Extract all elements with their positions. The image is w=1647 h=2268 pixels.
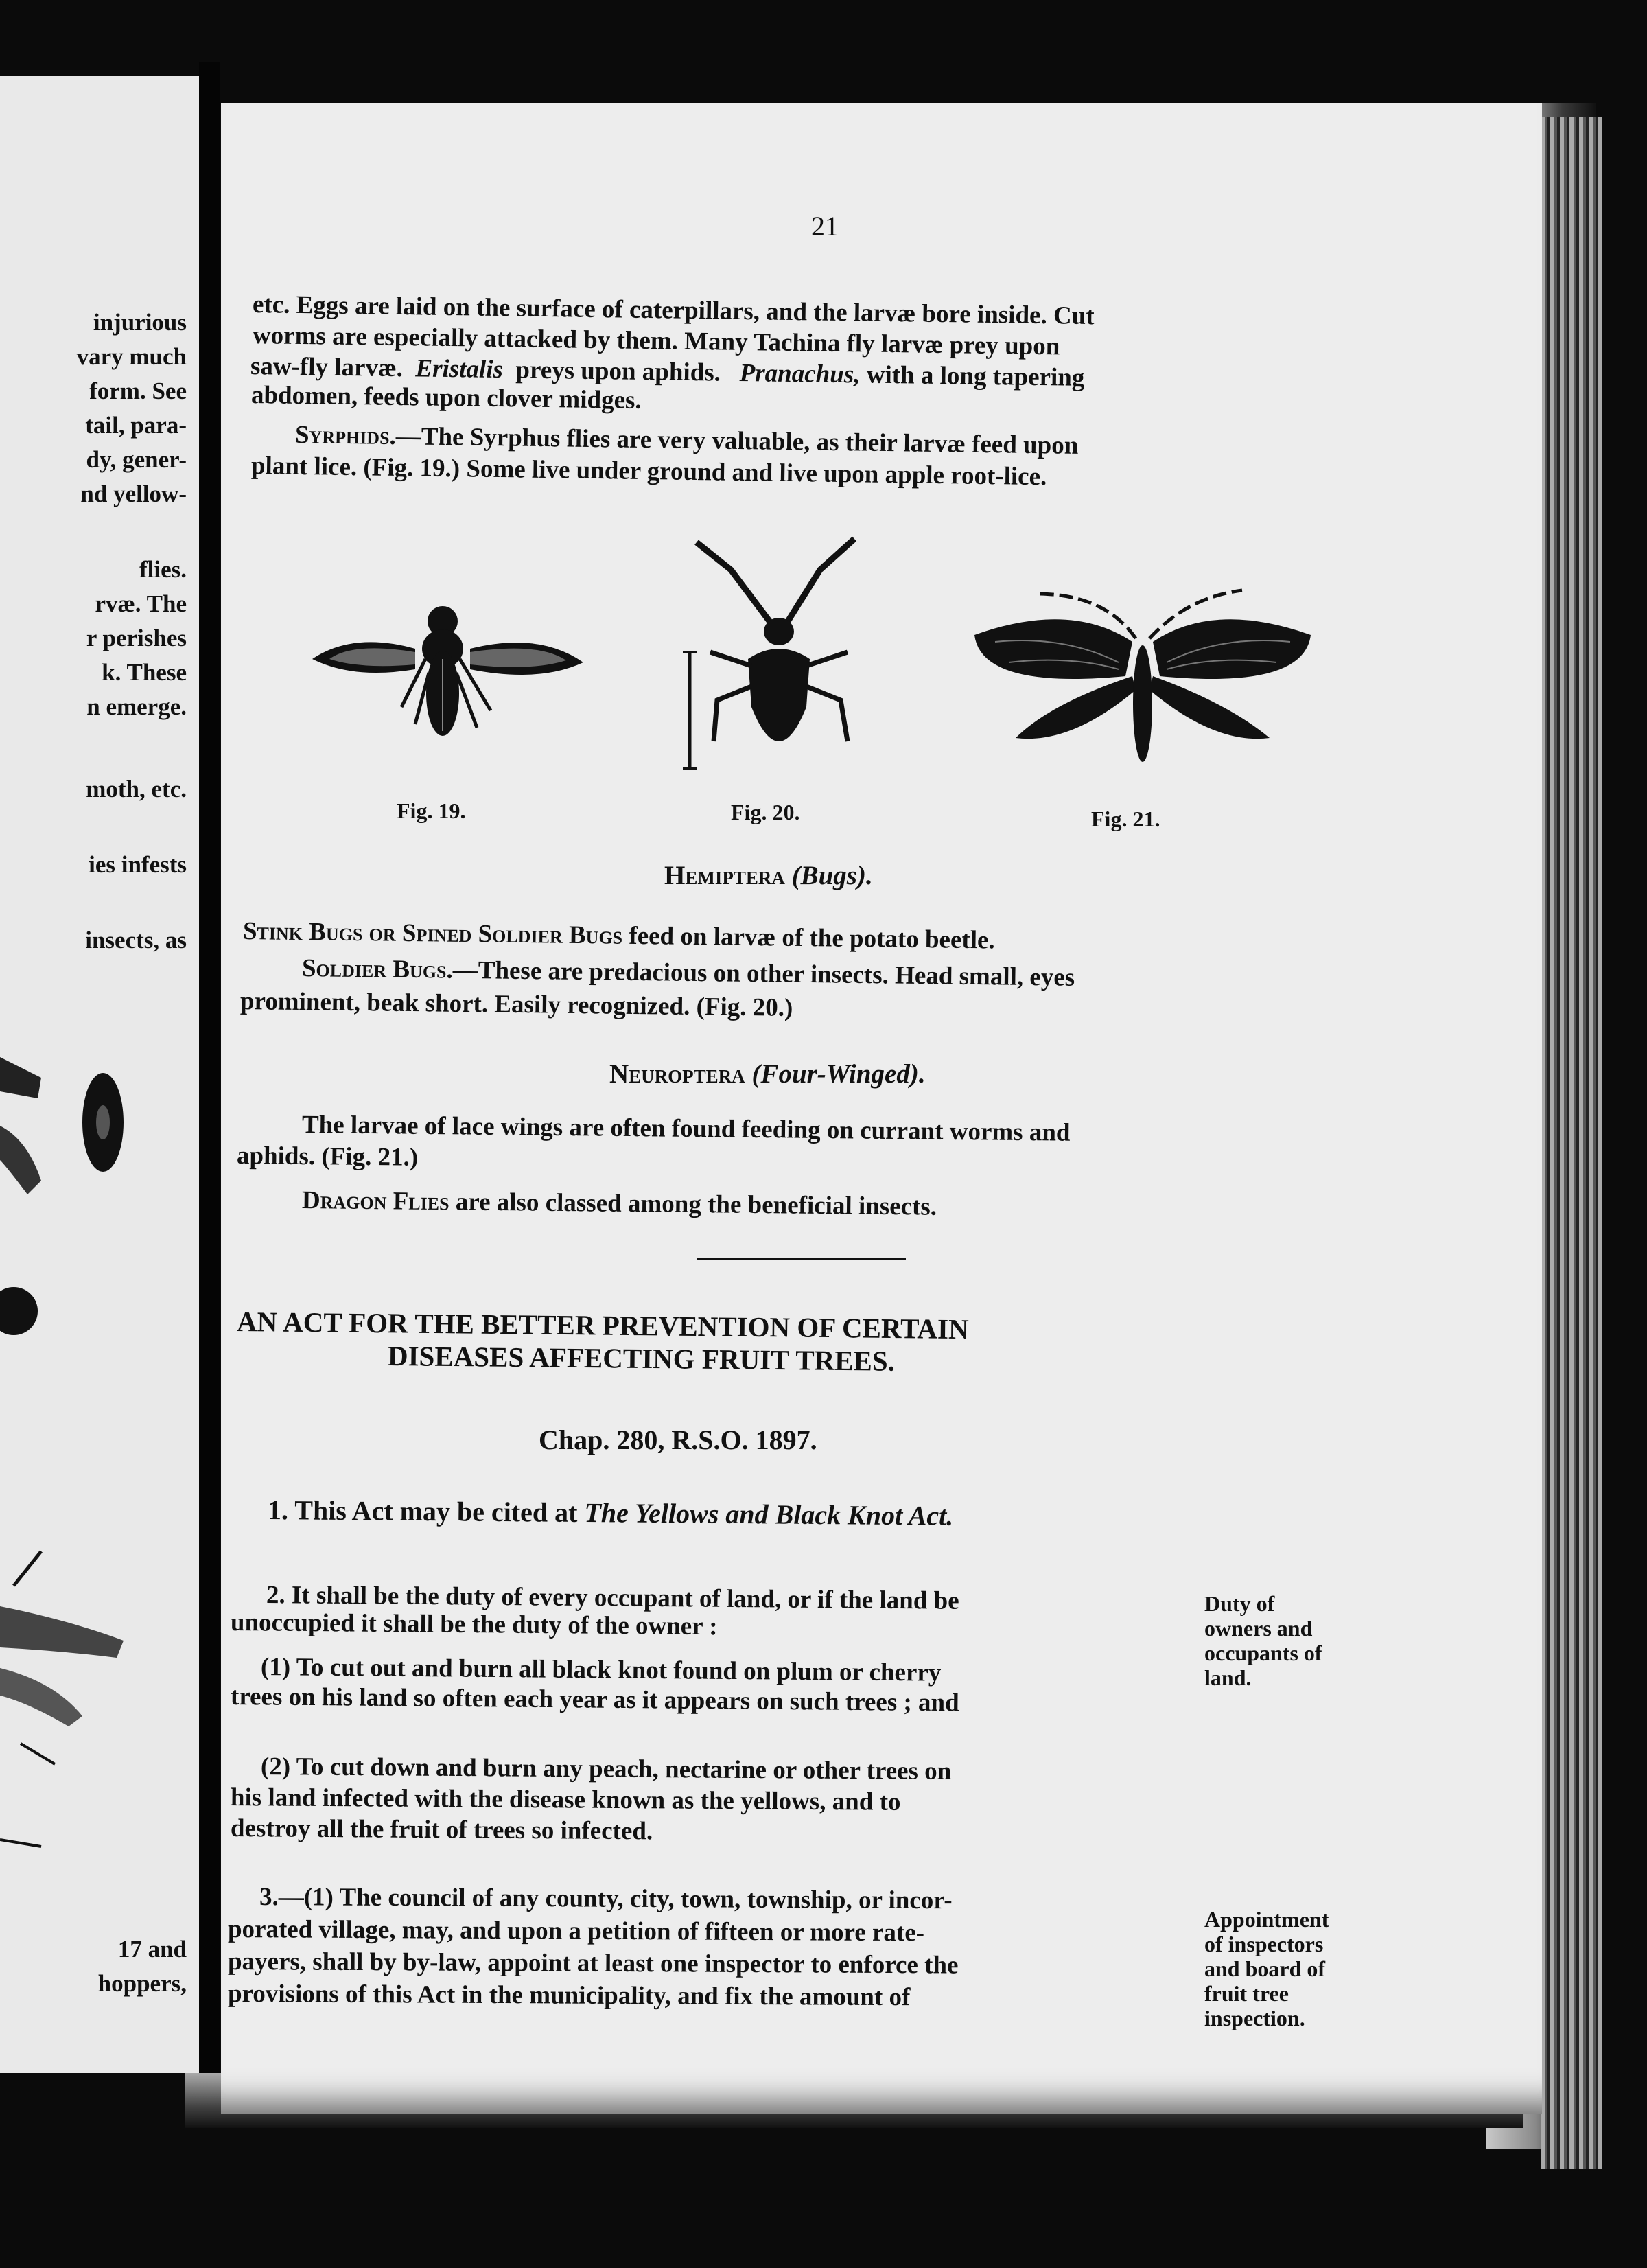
margin-note-line: Duty of [1204, 1591, 1275, 1616]
stink-bugs-text: feed on larvæ of the potato beetle. [629, 921, 995, 955]
left-insect-illustrations [0, 988, 199, 1881]
figure-19-caption: Fig. 19. [397, 798, 466, 823]
left-fragment: flies. [139, 556, 187, 583]
left-fragment: rvæ. The [95, 590, 187, 617]
left-fragment: injurious [93, 309, 187, 336]
dragon-flies-line [302, 1188, 937, 1220]
section-1-text: This Act may be cited at [294, 1494, 578, 1528]
act-title-line2: DISEASES AFFECTING FRUIT TREES. [387, 1340, 896, 1377]
act-chapter: Chap. 280, R.S.O. 1897. [539, 1424, 817, 1455]
para1-line2: worms are especially attacked by them. Many Tachina fly larvæ prey upon [252, 321, 1060, 361]
margin-note-appointment [1204, 1907, 1329, 2030]
margin-note-duty-of-owners [1204, 1591, 1322, 1690]
neuroptera-heading: Neuroptera [609, 1059, 745, 1089]
section-2-line1: 2. It shall be the duty of every occupant of land, or if the land be [266, 1581, 959, 1615]
left-fragment: ies infests [89, 851, 187, 878]
section-3-line4: provisions of this Act in the municipality, and fix the amount of [227, 1980, 911, 2012]
dragon-flies-text: are also classed among the beneficial insects. [455, 1188, 937, 1221]
syrphids-heading: Syrphids. [294, 421, 397, 451]
book-spine-gutter [199, 62, 220, 2087]
neuroptera-line1: The larvae of lace wings are often found feeding on currant worms and [301, 1111, 1071, 1147]
figure-21-caption: Fig. 21. [1091, 807, 1160, 831]
figure-21-lace-wing [968, 587, 1318, 772]
syrphids-text1: —The Syrphus flies are very valuable, as their larvæ feed upon [395, 422, 1079, 460]
para1-line1: etc. Eggs are laid on the surface of caterpillars, and the larvæ bore inside. Cut [252, 290, 1095, 331]
para1-eristalis: Eristalis [415, 354, 504, 384]
section-3-line1: 3.—(1) The council of any county, city, town, township, or incor- [259, 1883, 953, 1915]
margin-note-line: inspection. [1204, 2006, 1305, 2030]
section-divider [697, 1258, 906, 1260]
left-fragment: form. See [89, 378, 187, 404]
left-fragment: nd yellow- [80, 481, 187, 507]
left-fragment: dy, gener- [86, 446, 187, 473]
section-2-2-line2: his land infected with the disease known as the yellows, and to [230, 1783, 901, 1816]
left-fragment: tail, para- [85, 412, 187, 439]
left-fragment: hoppers, [97, 1970, 187, 1997]
left-fragment: 17 and [117, 1936, 187, 1963]
para1-sawfly: saw-fly larvæ. [250, 352, 404, 383]
hemiptera-sub: (Bugs). [791, 861, 873, 890]
section-1-number: 1. [267, 1494, 289, 1526]
soldier-bugs-line2: prominent, beak short. Easily recognized. (Fig. 20.) [240, 987, 793, 1022]
left-facing-page [0, 76, 203, 2073]
margin-note-line: land. [1204, 1665, 1252, 1690]
hemiptera-heading: Hemiptera [664, 861, 785, 890]
page-stack-edge [1541, 117, 1602, 2169]
page-number: 21 [811, 211, 839, 242]
left-fragment: r perishes [86, 625, 187, 651]
dragon-flies-term: Dragon Flies [301, 1186, 449, 1216]
figure-19-syrphus-fly [312, 583, 587, 755]
section-3-line2: porated village, may, and upon a petition of fifteen or more rate- [227, 1915, 925, 1947]
syrphids-line2: plant lice. (Fig. 19.) Some live under ground and live upon apple root-lice. [250, 452, 1047, 491]
left-fragment: k. These [102, 659, 187, 686]
margin-note-line: owners and [1204, 1616, 1313, 1641]
soldier-bugs-term: Soldier Bugs. [301, 954, 454, 984]
section-2-1-line1: (1) To cut out and burn all black knot found on plum or cherry [260, 1653, 942, 1687]
para1-line4: abdomen, feeds upon clover midges. [250, 381, 642, 415]
section-2-2-line1: (2) To cut down and burn any peach, nectarine or other trees on [260, 1752, 952, 1786]
margin-note-line: and board of [1204, 1956, 1326, 1981]
left-fragment: moth, etc. [86, 776, 187, 802]
stink-bugs-term: Stink Bugs or Spined Soldier Bugs [242, 917, 623, 950]
soldier-bugs-text: —These are predacious on other insects. Head small, eyes [452, 956, 1075, 992]
neuroptera-heading-line [609, 1061, 926, 1087]
act-title-line1: AN ACT FOR THE BETTER PREVENTION OF CERTAIN [236, 1306, 969, 1345]
left-fragment: insects, as [85, 927, 187, 953]
left-fragment: vary much [76, 343, 187, 370]
section-2-line2: unoccupied it shall be the duty of the owner : [230, 1608, 718, 1641]
neuroptera-line2: aphids. (Fig. 21.) [236, 1142, 419, 1172]
section-2-1-line2: trees on his land so often each year as it appears on such trees ; and [230, 1682, 959, 1717]
para1-pranachus: Pranachus, [739, 358, 861, 389]
margin-note-line: of inspectors [1204, 1932, 1324, 1956]
margin-note-line: fruit tree [1204, 1981, 1289, 2006]
hemiptera-heading-line [664, 862, 873, 889]
neuroptera-sub: (Four-Winged). [751, 1059, 926, 1089]
section-1-title: The Yellows and Black Knot Act. [584, 1497, 954, 1531]
para1-tapering: with a long tapering [866, 360, 1085, 392]
para1-preys: preys upon aphids. [515, 356, 721, 387]
margin-note-line: Appointment [1204, 1907, 1329, 1932]
section-3-line3: payers, shall by by-law, appoint at least one inspector to enforce the [227, 1947, 959, 1980]
figure-20-soldier-bug [683, 529, 875, 783]
margin-note-line: occupants of [1204, 1641, 1322, 1665]
section-2-2-line3: destroy all the fruit of trees so infected. [230, 1814, 653, 1846]
section-1 [268, 1496, 954, 1530]
left-fragment: n emerge. [86, 693, 187, 720]
figure-20-caption: Fig. 20. [731, 800, 800, 824]
